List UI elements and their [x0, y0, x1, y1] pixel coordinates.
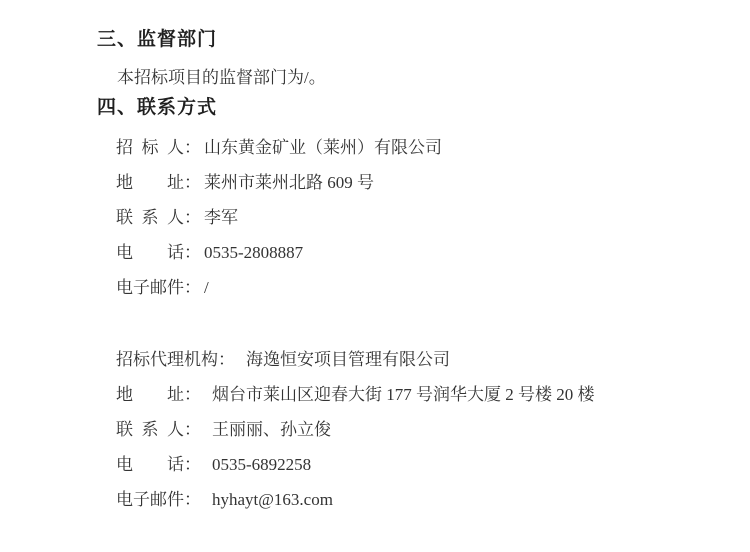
tenderer-name-row — [116, 137, 710, 159]
field-value-phone: 0535-2808887 — [204, 243, 304, 262]
tenderer-phone-row — [116, 242, 710, 264]
field-label-tenderer: 招标人 — [116, 138, 184, 157]
field-value-tenderer: 山东黄金矿业（莱州）有限公司 — [204, 138, 442, 157]
agency-name-row — [116, 349, 710, 371]
agency-address-row — [116, 384, 710, 406]
tenderer-address-row — [116, 172, 710, 194]
field-colon: ： — [184, 138, 201, 157]
tenderer-email-row — [116, 277, 710, 299]
field-value-address: 烟台市莱山区迎春大街 177 号润华大厦 2 号楼 20 楼 — [212, 385, 595, 404]
field-label-phone: 电话 — [116, 243, 184, 262]
agency-contact-person-row — [116, 419, 710, 441]
field-label-phone: 电话 — [116, 455, 184, 474]
tenderer-contact-person-row — [116, 207, 710, 229]
field-colon: ： — [184, 278, 201, 297]
field-colon: ： — [184, 173, 201, 192]
field-label-email: 电子邮件 — [116, 278, 184, 297]
field-colon: ： — [184, 455, 201, 474]
field-value-email: hyhayt@163.com — [212, 490, 333, 509]
field-value-phone: 0535-6892258 — [212, 455, 312, 474]
field-colon: ： — [184, 385, 201, 404]
field-value-contact-person: 李军 — [204, 208, 238, 227]
agency-contact-block — [116, 349, 710, 511]
agency-phone-row — [116, 454, 710, 476]
field-label-contact-person: 联系人 — [116, 208, 184, 227]
tenderer-contact-block — [116, 137, 710, 299]
field-colon: ： — [184, 490, 201, 509]
field-colon: ： — [184, 208, 201, 227]
field-label-address: 地址 — [116, 173, 184, 192]
field-colon: ： — [184, 243, 201, 262]
field-label-agency: 招标代理机构 — [116, 350, 218, 369]
section-heading-supervision: 三、监督部门 — [97, 29, 218, 50]
field-colon: ： — [184, 420, 201, 439]
field-label-contact-person: 联系人 — [116, 420, 184, 439]
agency-email-row — [116, 489, 710, 511]
field-label-email: 电子邮件 — [116, 490, 184, 509]
field-value-email: / — [204, 278, 209, 297]
field-colon: ： — [218, 350, 235, 369]
field-value-address: 莱州市莱州北路 609 号 — [204, 173, 374, 192]
supervision-body-text: 本招标项目的监督部门为/。 — [117, 68, 326, 87]
section-heading-contact: 四、联系方式 — [97, 97, 218, 118]
field-label-address: 地址 — [116, 385, 184, 404]
field-value-contact-person: 王丽丽、孙立俊 — [212, 420, 331, 439]
field-value-agency: 海逸恒安项目管理有限公司 — [246, 350, 450, 369]
